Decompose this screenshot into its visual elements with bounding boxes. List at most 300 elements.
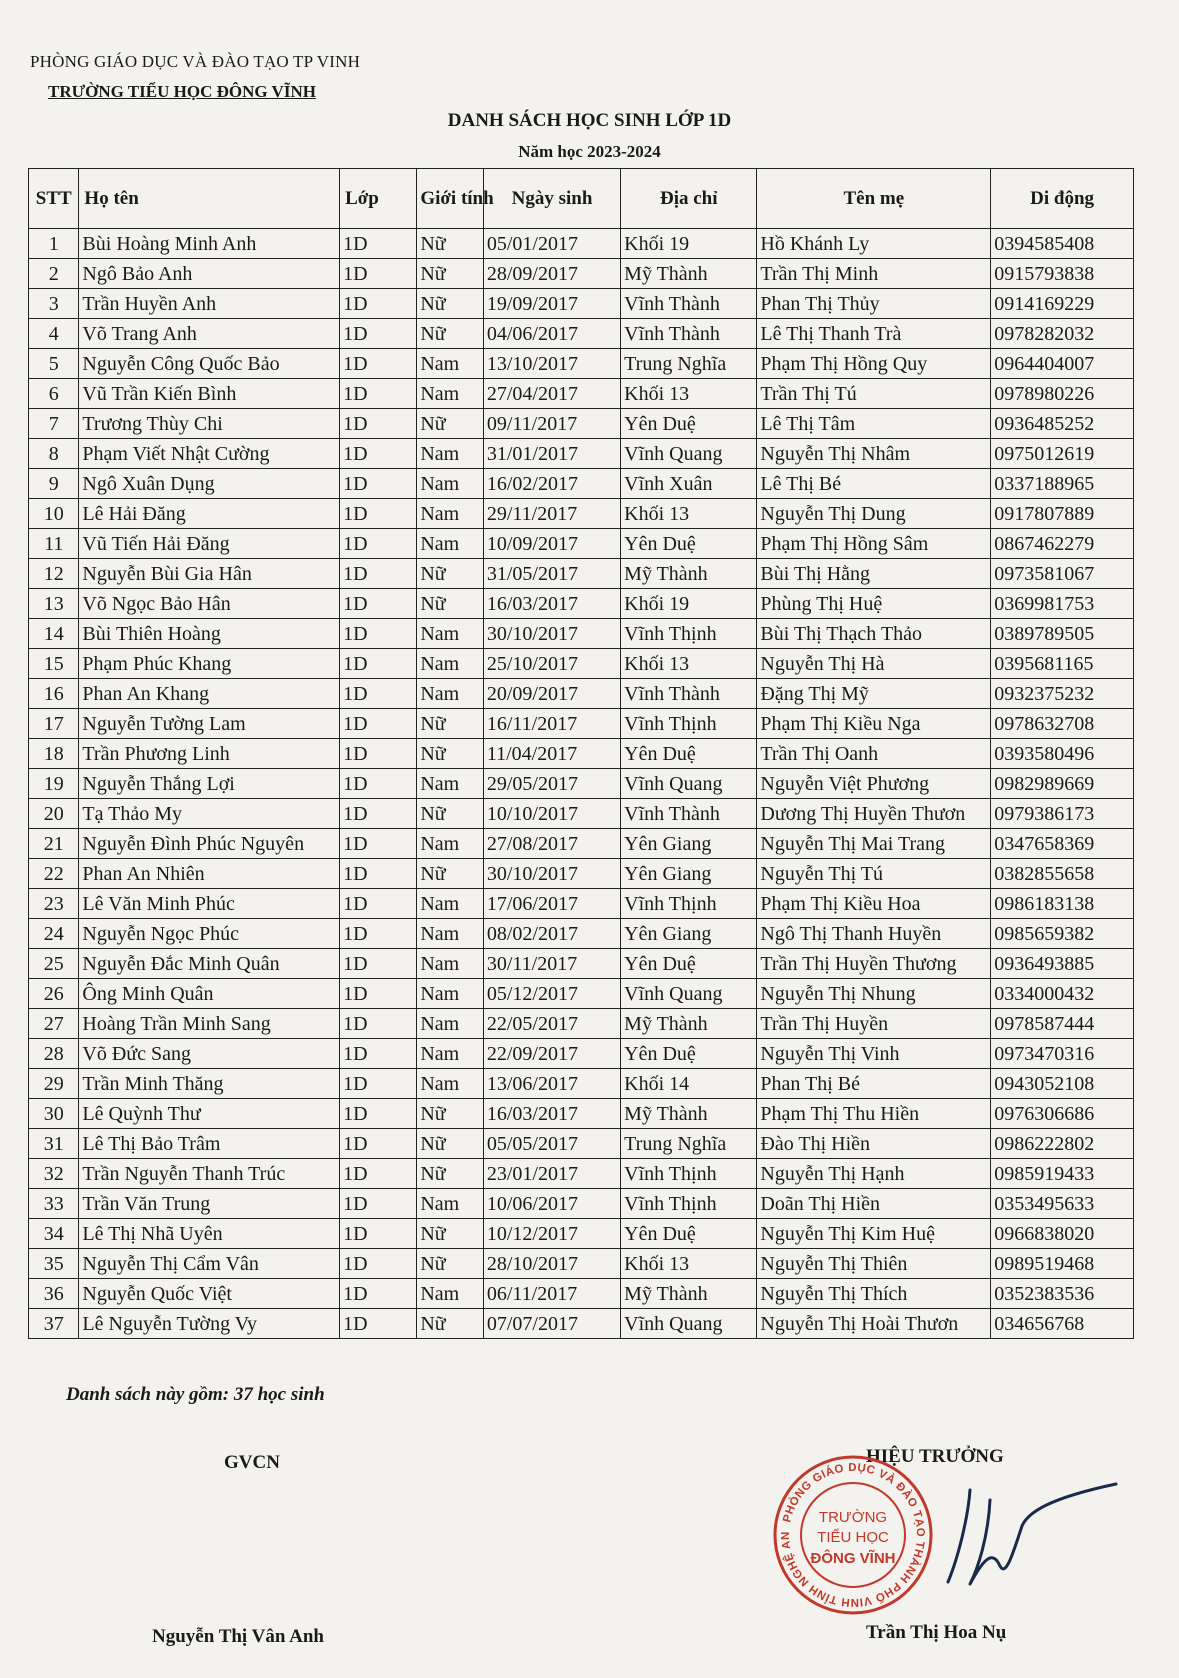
cell-mother: Nguyễn Việt Phương [757, 769, 991, 799]
cell-gender: Nam [417, 1039, 484, 1069]
cell-address: Yên Giang [621, 919, 757, 949]
cell-mother: Dương Thị Huyền Thươn [757, 799, 991, 829]
cell-gender: Nam [417, 679, 484, 709]
cell-address: Trung Nghĩa [621, 1129, 757, 1159]
cell-mother: Phạm Thị Kiều Nga [757, 709, 991, 739]
cell-mother: Doãn Thị Hiền [757, 1189, 991, 1219]
cell-stt: 4 [29, 319, 79, 349]
cell-gender: Nữ [417, 559, 484, 589]
cell-address: Trung Nghĩa [621, 349, 757, 379]
cell-mother: Đào Thị Hiền [757, 1129, 991, 1159]
cell-stt: 26 [29, 979, 79, 1009]
cell-class: 1D [340, 979, 417, 1009]
cell-birthdate: 23/01/2017 [483, 1159, 620, 1189]
cell-stt: 32 [29, 1159, 79, 1189]
cell-birthdate: 16/03/2017 [483, 1099, 620, 1129]
cell-class: 1D [340, 499, 417, 529]
cell-phone: 0966838020 [991, 1219, 1134, 1249]
cell-stt: 17 [29, 709, 79, 739]
cell-name: Lê Thị Bảo Trâm [79, 1129, 340, 1159]
cell-name: Phạm Phúc Khang [79, 649, 340, 679]
cell-mother: Lê Thị Thanh Trà [757, 319, 991, 349]
cell-birthdate: 10/06/2017 [483, 1189, 620, 1219]
cell-name: Bùi Thiên Hoàng [79, 619, 340, 649]
cell-name: Nguyễn Đình Phúc Nguyên [79, 829, 340, 859]
cell-phone: 0936493885 [991, 949, 1134, 979]
cell-gender: Nam [417, 649, 484, 679]
cell-mother: Phạm Thị Kiều Hoa [757, 889, 991, 919]
col-header-mother: Tên mẹ [757, 169, 991, 229]
cell-phone: 0982989669 [991, 769, 1134, 799]
cell-gender: Nữ [417, 1159, 484, 1189]
table-row [29, 829, 1134, 859]
cell-phone: 0979386173 [991, 799, 1134, 829]
cell-gender: Nữ [417, 1249, 484, 1279]
cell-stt: 1 [29, 229, 79, 259]
gvcn-label: GVCN [224, 1452, 280, 1473]
table-row [29, 769, 1134, 799]
cell-stt: 19 [29, 769, 79, 799]
cell-stt: 12 [29, 559, 79, 589]
cell-birthdate: 29/11/2017 [483, 499, 620, 529]
cell-name: Nguyễn Thắng Lợi [79, 769, 340, 799]
cell-address: Khối 19 [621, 229, 757, 259]
cell-class: 1D [340, 319, 417, 349]
cell-birthdate: 08/02/2017 [483, 919, 620, 949]
cell-mother: Phạm Thị Thu Hiền [757, 1099, 991, 1129]
cell-phone: 0986222802 [991, 1129, 1134, 1159]
cell-mother: Phạm Thị Hồng Quy [757, 349, 991, 379]
cell-gender: Nữ [417, 589, 484, 619]
table-row [29, 1219, 1134, 1249]
cell-address: Vĩnh Thành [621, 289, 757, 319]
cell-class: 1D [340, 469, 417, 499]
cell-phone: 0347658369 [991, 829, 1134, 859]
cell-phone: 0914169229 [991, 289, 1134, 319]
cell-stt: 21 [29, 829, 79, 859]
cell-class: 1D [340, 1189, 417, 1219]
cell-mother: Phan Thị Thủy [757, 289, 991, 319]
cell-class: 1D [340, 949, 417, 979]
cell-birthdate: 04/06/2017 [483, 319, 620, 349]
table-header-row [29, 169, 1134, 229]
cell-gender: Nam [417, 829, 484, 859]
cell-mother: Nguyễn Thị Hà [757, 649, 991, 679]
cell-birthdate: 05/12/2017 [483, 979, 620, 1009]
cell-class: 1D [340, 229, 417, 259]
student-table-body [29, 229, 1134, 1339]
cell-mother: Trần Thị Huyền Thương [757, 949, 991, 979]
cell-stt: 8 [29, 439, 79, 469]
document-title: DANH SÁCH HỌC SINH LỚP 1D [447, 110, 732, 131]
cell-address: Mỹ Thành [621, 1099, 757, 1129]
cell-birthdate: 22/09/2017 [483, 1039, 620, 1069]
table-row [29, 409, 1134, 439]
cell-mother: Trần Thị Huyền [757, 1009, 991, 1039]
cell-address: Vĩnh Quang [621, 1309, 757, 1339]
cell-class: 1D [340, 679, 417, 709]
cell-birthdate: 17/06/2017 [483, 889, 620, 919]
cell-birthdate: 27/04/2017 [483, 379, 620, 409]
cell-address: Yên Duệ [621, 949, 757, 979]
cell-name: Ngô Bảo Anh [79, 259, 340, 289]
cell-mother: Trần Thị Minh [757, 259, 991, 289]
cell-stt: 20 [29, 799, 79, 829]
cell-mother: Đặng Thị Mỹ [757, 679, 991, 709]
cell-address: Yên Giang [621, 859, 757, 889]
cell-address: Vĩnh Thịnh [621, 889, 757, 919]
cell-phone: 0985919433 [991, 1159, 1134, 1189]
cell-stt: 15 [29, 649, 79, 679]
cell-birthdate: 31/05/2017 [483, 559, 620, 589]
cell-name: Lê Quỳnh Thư [79, 1099, 340, 1129]
cell-class: 1D [340, 409, 417, 439]
cell-birthdate: 30/10/2017 [483, 859, 620, 889]
cell-mother: Phạm Thị Hồng Sâm [757, 529, 991, 559]
cell-birthdate: 16/03/2017 [483, 589, 620, 619]
cell-stt: 11 [29, 529, 79, 559]
cell-class: 1D [340, 1219, 417, 1249]
cell-class: 1D [340, 589, 417, 619]
table-row [29, 229, 1134, 259]
cell-stt: 35 [29, 1249, 79, 1279]
stamp-line-2: TIỂU HỌC [817, 1529, 889, 1546]
school-header: TRƯỜNG TIỂU HỌC ĐÔNG VĨNH [48, 82, 316, 101]
cell-gender: Nam [417, 919, 484, 949]
department-header: PHÒNG GIÁO DỤC VÀ ĐÀO TẠO TP VINH [30, 52, 361, 71]
cell-stt: 34 [29, 1219, 79, 1249]
cell-gender: Nữ [417, 1129, 484, 1159]
cell-stt: 27 [29, 1009, 79, 1039]
cell-mother: Hồ Khánh Ly [757, 229, 991, 259]
cell-birthdate: 19/09/2017 [483, 289, 620, 319]
cell-gender: Nữ [417, 289, 484, 319]
table-row [29, 649, 1134, 679]
cell-stt: 10 [29, 499, 79, 529]
cell-name: Lê Văn Minh Phúc [79, 889, 340, 919]
cell-stt: 23 [29, 889, 79, 919]
cell-birthdate: 16/11/2017 [483, 709, 620, 739]
table-row [29, 439, 1134, 469]
table-row [29, 499, 1134, 529]
cell-address: Yên Giang [621, 829, 757, 859]
cell-stt: 31 [29, 1129, 79, 1159]
cell-class: 1D [340, 709, 417, 739]
cell-name: Nguyễn Quốc Việt [79, 1279, 340, 1309]
summary-note: Danh sách này gồm: 37 học sinh [66, 1384, 325, 1405]
cell-gender: Nữ [417, 1309, 484, 1339]
cell-name: Ngô Xuân Dụng [79, 469, 340, 499]
cell-name: Lê Hải Đăng [79, 499, 340, 529]
col-header-phone: Di động [991, 169, 1134, 229]
cell-phone: 0986183138 [991, 889, 1134, 919]
cell-birthdate: 27/08/2017 [483, 829, 620, 859]
cell-class: 1D [340, 1159, 417, 1189]
cell-gender: Nam [417, 889, 484, 919]
cell-stt: 25 [29, 949, 79, 979]
table-row [29, 289, 1134, 319]
cell-mother: Nguyễn Thị Hạnh [757, 1159, 991, 1189]
cell-mother: Phan Thị Bé [757, 1069, 991, 1099]
school-year: Năm học 2023-2024 [518, 142, 661, 161]
table-row [29, 979, 1134, 1009]
cell-address: Vĩnh Thành [621, 679, 757, 709]
cell-name: Phạm Viết Nhật Cường [79, 439, 340, 469]
table-row [29, 799, 1134, 829]
cell-phone: 0936485252 [991, 409, 1134, 439]
cell-gender: Nam [417, 379, 484, 409]
cell-gender: Nam [417, 769, 484, 799]
table-row [29, 1009, 1134, 1039]
cell-address: Vĩnh Quang [621, 979, 757, 1009]
cell-address: Yên Duệ [621, 739, 757, 769]
cell-address: Yên Duệ [621, 1219, 757, 1249]
cell-phone: 0395681165 [991, 649, 1134, 679]
cell-birthdate: 29/05/2017 [483, 769, 620, 799]
cell-name: Hoàng Trần Minh Sang [79, 1009, 340, 1039]
cell-name: Trần Phương Linh [79, 739, 340, 769]
cell-birthdate: 30/11/2017 [483, 949, 620, 979]
cell-stt: 9 [29, 469, 79, 499]
cell-gender: Nam [417, 469, 484, 499]
student-table [28, 168, 1134, 1339]
cell-gender: Nam [417, 1279, 484, 1309]
cell-class: 1D [340, 439, 417, 469]
col-header-name: Họ tên [79, 169, 340, 229]
cell-address: Khối 13 [621, 1249, 757, 1279]
cell-stt: 24 [29, 919, 79, 949]
table-row [29, 949, 1134, 979]
stamp-ring-textpath: PHÒNG GIÁO DỤC VÀ ĐÀO TẠO THÀNH PHỐ VINH TỈNH NGHỆ AN [779, 1461, 927, 1609]
cell-address: Yên Duệ [621, 1039, 757, 1069]
cell-phone: 0369981753 [991, 589, 1134, 619]
cell-stt: 13 [29, 589, 79, 619]
cell-mother: Nguyễn Thị Kim Huệ [757, 1219, 991, 1249]
cell-gender: Nữ [417, 799, 484, 829]
cell-class: 1D [340, 829, 417, 859]
cell-phone: 0989519468 [991, 1249, 1134, 1279]
cell-mother: Trần Thị Oanh [757, 739, 991, 769]
cell-phone: 0393580496 [991, 739, 1134, 769]
cell-class: 1D [340, 859, 417, 889]
col-header-address: Địa chỉ [621, 169, 757, 229]
cell-class: 1D [340, 619, 417, 649]
cell-mother: Nguyễn Thị Mai Trang [757, 829, 991, 859]
cell-phone: 0978980226 [991, 379, 1134, 409]
cell-stt: 3 [29, 289, 79, 319]
cell-phone: 0943052108 [991, 1069, 1134, 1099]
cell-name: Trần Văn Trung [79, 1189, 340, 1219]
cell-gender: Nam [417, 1009, 484, 1039]
cell-birthdate: 25/10/2017 [483, 649, 620, 679]
cell-mother: Nguyễn Thị Nhâm [757, 439, 991, 469]
cell-class: 1D [340, 349, 417, 379]
table-row [29, 889, 1134, 919]
cell-phone: 0917807889 [991, 499, 1134, 529]
cell-birthdate: 11/04/2017 [483, 739, 620, 769]
cell-class: 1D [340, 259, 417, 289]
cell-phone: 0978632708 [991, 709, 1134, 739]
table-row [29, 1069, 1134, 1099]
table-row [29, 559, 1134, 589]
cell-address: Vĩnh Thịnh [621, 709, 757, 739]
cell-phone: 0973581067 [991, 559, 1134, 589]
cell-class: 1D [340, 919, 417, 949]
cell-address: Yên Duệ [621, 529, 757, 559]
cell-gender: Nữ [417, 709, 484, 739]
col-header-birthdate: Ngày sinh [483, 169, 620, 229]
cell-mother: Bùi Thị Hằng [757, 559, 991, 589]
cell-phone: 0978282032 [991, 319, 1134, 349]
cell-phone: 0985659382 [991, 919, 1134, 949]
cell-stt: 22 [29, 859, 79, 889]
cell-class: 1D [340, 799, 417, 829]
table-row [29, 1159, 1134, 1189]
cell-phone: 0382855658 [991, 859, 1134, 889]
gvcn-name: Nguyễn Thị Vân Anh [152, 1626, 324, 1647]
cell-gender: Nữ [417, 1219, 484, 1249]
cell-gender: Nam [417, 439, 484, 469]
table-row [29, 529, 1134, 559]
cell-gender: Nam [417, 949, 484, 979]
cell-phone: 0973470316 [991, 1039, 1134, 1069]
cell-name: Trần Nguyễn Thanh Trúc [79, 1159, 340, 1189]
table-row [29, 919, 1134, 949]
cell-gender: Nam [417, 499, 484, 529]
cell-gender: Nam [417, 619, 484, 649]
cell-gender: Nam [417, 529, 484, 559]
cell-name: Võ Đức Sang [79, 1039, 340, 1069]
cell-birthdate: 10/10/2017 [483, 799, 620, 829]
cell-stt: 6 [29, 379, 79, 409]
table-row [29, 679, 1134, 709]
cell-name: Lê Nguyễn Tường Vy [79, 1309, 340, 1339]
cell-birthdate: 28/09/2017 [483, 259, 620, 289]
cell-gender: Nữ [417, 319, 484, 349]
cell-birthdate: 06/11/2017 [483, 1279, 620, 1309]
cell-birthdate: 20/09/2017 [483, 679, 620, 709]
cell-stt: 5 [29, 349, 79, 379]
cell-name: Nguyễn Thị Cẩm Vân [79, 1249, 340, 1279]
cell-class: 1D [340, 1039, 417, 1069]
cell-gender: Nữ [417, 259, 484, 289]
principal-label: HIỆU TRƯỞNG [866, 1446, 1004, 1467]
cell-gender: Nam [417, 349, 484, 379]
cell-gender: Nữ [417, 1099, 484, 1129]
cell-stt: 29 [29, 1069, 79, 1099]
table-row [29, 859, 1134, 889]
cell-class: 1D [340, 289, 417, 319]
cell-birthdate: 16/02/2017 [483, 469, 620, 499]
cell-phone: 0337188965 [991, 469, 1134, 499]
cell-phone: 0978587444 [991, 1009, 1134, 1039]
cell-class: 1D [340, 889, 417, 919]
cell-name: Vũ Trần Kiến Bình [79, 379, 340, 409]
cell-address: Khối 14 [621, 1069, 757, 1099]
cell-name: Trương Thùy Chi [79, 409, 340, 439]
cell-name: Nguyễn Bùi Gia Hân [79, 559, 340, 589]
cell-class: 1D [340, 559, 417, 589]
cell-gender: Nữ [417, 859, 484, 889]
cell-mother: Nguyễn Thị Thích [757, 1279, 991, 1309]
cell-mother: Nguyễn Thị Dung [757, 499, 991, 529]
cell-birthdate: 22/05/2017 [483, 1009, 620, 1039]
cell-class: 1D [340, 1099, 417, 1129]
cell-birthdate: 10/12/2017 [483, 1219, 620, 1249]
principal-signature [930, 1478, 1120, 1598]
col-header-gender: Giới tính [417, 169, 484, 229]
cell-stt: 33 [29, 1189, 79, 1219]
cell-address: Khối 13 [621, 379, 757, 409]
cell-class: 1D [340, 1309, 417, 1339]
cell-name: Lê Thị Nhã Uyên [79, 1219, 340, 1249]
cell-class: 1D [340, 1009, 417, 1039]
table-row [29, 1249, 1134, 1279]
cell-address: Vĩnh Quang [621, 769, 757, 799]
cell-birthdate: 07/07/2017 [483, 1309, 620, 1339]
cell-phone: 0964404007 [991, 349, 1134, 379]
cell-stt: 7 [29, 409, 79, 439]
cell-stt: 18 [29, 739, 79, 769]
cell-phone: 0932375232 [991, 679, 1134, 709]
cell-phone: 0915793838 [991, 259, 1134, 289]
cell-name: Ông Minh Quân [79, 979, 340, 1009]
cell-birthdate: 31/01/2017 [483, 439, 620, 469]
cell-birthdate: 30/10/2017 [483, 619, 620, 649]
stamp-line-3: ĐÔNG VĨNH [810, 1550, 896, 1567]
cell-stt: 16 [29, 679, 79, 709]
cell-class: 1D [340, 1279, 417, 1309]
cell-gender: Nam [417, 979, 484, 1009]
col-header-class: Lớp [340, 169, 417, 229]
cell-address: Mỹ Thành [621, 1009, 757, 1039]
cell-name: Nguyễn Đắc Minh Quân [79, 949, 340, 979]
cell-mother: Lê Thị Bé [757, 469, 991, 499]
cell-address: Yên Duệ [621, 409, 757, 439]
cell-address: Khối 19 [621, 589, 757, 619]
cell-mother: Trần Thị Tú [757, 379, 991, 409]
table-row [29, 469, 1134, 499]
cell-address: Khối 13 [621, 649, 757, 679]
cell-name: Nguyễn Công Quốc Bảo [79, 349, 340, 379]
cell-birthdate: 13/06/2017 [483, 1069, 620, 1099]
cell-stt: 2 [29, 259, 79, 289]
cell-address: Mỹ Thành [621, 559, 757, 589]
table-row [29, 619, 1134, 649]
cell-address: Khối 13 [621, 499, 757, 529]
cell-phone: 0352383536 [991, 1279, 1134, 1309]
cell-mother: Nguyễn Thị Nhung [757, 979, 991, 1009]
cell-stt: 28 [29, 1039, 79, 1069]
cell-address: Vĩnh Quang [621, 439, 757, 469]
cell-phone: 0353495633 [991, 1189, 1134, 1219]
col-header-stt: STT [29, 169, 79, 229]
cell-mother: Phùng Thị Huệ [757, 589, 991, 619]
cell-phone: 0976306686 [991, 1099, 1134, 1129]
cell-phone: 0975012619 [991, 439, 1134, 469]
cell-birthdate: 10/09/2017 [483, 529, 620, 559]
cell-gender: Nữ [417, 739, 484, 769]
table-row [29, 1039, 1134, 1069]
cell-class: 1D [340, 379, 417, 409]
cell-birthdate: 09/11/2017 [483, 409, 620, 439]
cell-address: Vĩnh Thịnh [621, 619, 757, 649]
principal-name: Trần Thị Hoa Nụ [866, 1622, 1007, 1643]
cell-stt: 30 [29, 1099, 79, 1129]
cell-class: 1D [340, 1129, 417, 1159]
cell-name: Trần Minh Thăng [79, 1069, 340, 1099]
table-row [29, 1309, 1134, 1339]
